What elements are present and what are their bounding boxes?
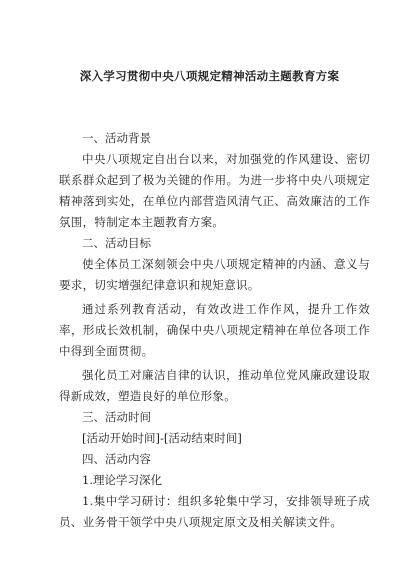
- section-heading-time: 三、活动时间: [82, 410, 151, 424]
- paragraph-goal-3: 强化员工对廉洁自律的认识，推动单位党风廉政建设取得新成效，塑造良好的单位形象。: [59, 368, 370, 403]
- section-heading-background: 一、活动背景: [82, 131, 151, 145]
- section-heading-content: 四、活动内容: [82, 452, 151, 466]
- paragraph-goal-1: 使全体员工深刻领会中央八项规定精神的内涵、意义与要求，切实增强纪律意识和规矩意识。: [59, 257, 370, 292]
- paragraph-goal-2: 通过系列教育活动，有效改进工作作风，提升工作效率，形成长效机制，确保中央八项规定精神在单位各项工作中得到全面贯彻。: [59, 302, 370, 358]
- activity-time-range: [活动开始时间]-[活动结束时间]: [82, 431, 242, 445]
- section-heading-goals: 二、活动目标: [82, 236, 151, 250]
- paragraph-group-study: 1.集中学习研讨：组织多轮集中学习，安排领导班子成员、业务骨干领学中央八项规定原文及相关解读文件。: [59, 494, 370, 529]
- paragraph-background: 中央八项规定自出台以来，对加强党的作风建设、密切联系群众起到了极为关键的作用。为进一步将中央八项规定精神落到实处，在单位内部营造风清气正、高效廉洁的工作氛围，特制定本主题教育方案。: [59, 152, 370, 229]
- document-title: 深入学习贯彻中央八项规定精神活动主题教育方案: [79, 69, 340, 83]
- subheading-theory-study: 1.理论学习深化: [82, 473, 162, 487]
